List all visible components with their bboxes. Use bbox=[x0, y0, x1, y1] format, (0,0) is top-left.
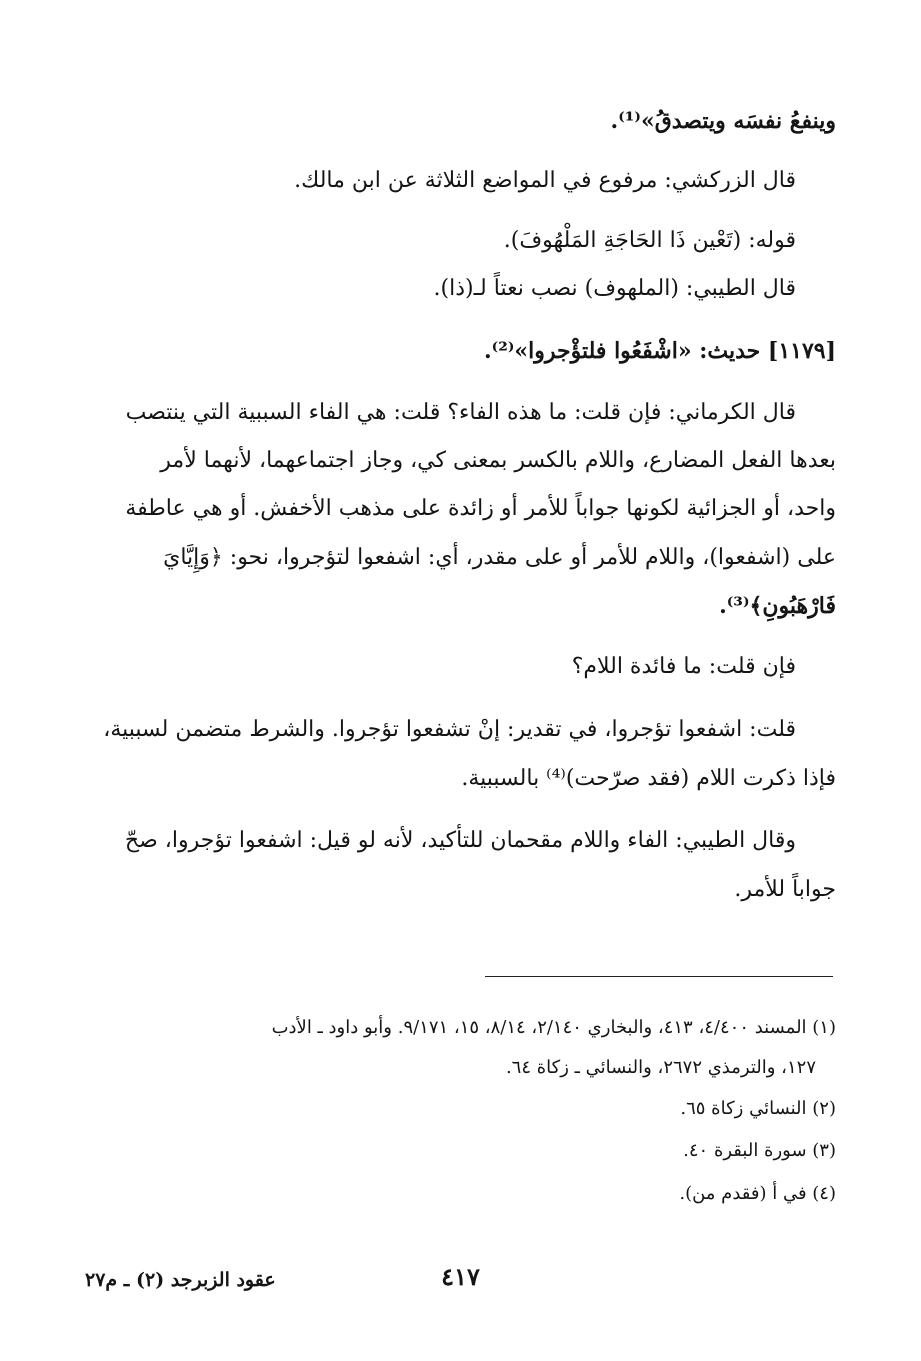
body-line-15: جواباً للأمر. bbox=[734, 877, 836, 902]
footnote-1: (١) المسند ٤/٤٠٠، ٤١٣، والبخاري ٢/١٤٠، ٨/١٤، ١٥، ٩/١٧١. وأبو داود ـ الأدب bbox=[271, 1017, 836, 1038]
hadith-heading-1179: [١١٧٩] حديث: «اشْفَعُوا فلتؤْجروا»⁽²⁾. bbox=[483, 338, 836, 364]
body-line-7: بعدها الفعل المضارع، واللام بالكسر بمعنى كي، وجاز اجتماعهما، لأنهما لأمر bbox=[160, 448, 836, 473]
footnote-3: (٣) سورة البقرة ٤٠. bbox=[683, 1140, 836, 1161]
body-line-11: فإن قلت: ما فائدة اللام؟ bbox=[571, 654, 796, 679]
body-line-12: قلت: اشفعوا تؤجروا، في تقدير: إنْ تشفعوا تؤجروا. والشرط متضمن لسببية، bbox=[103, 717, 796, 742]
body-line-13: فإذا ذكرت اللام (فقد صرّحت)⁽⁴⁾ بالسببية. bbox=[461, 766, 836, 791]
page-number: ٤١٧ bbox=[441, 1262, 480, 1291]
body-line-4: قال الطيبي: (الملهوف) نصب نعتاً لـ(ذا). bbox=[433, 276, 796, 301]
body-line-6: قال الكرماني: فإن قلت: ما هذه الفاء؟ قلت: هي الفاء السببية التي ينتصب bbox=[125, 400, 796, 425]
body-line-1: وينفعُ نفسَه ويتصدقُ»⁽¹⁾. bbox=[610, 108, 836, 134]
body-line-3: قوله: (تَعْين ذَا الحَاجَةِ المَلْهُوفَ). bbox=[503, 228, 796, 253]
footnote-4: (٤) في أ (فقدم من). bbox=[679, 1183, 836, 1204]
body-line-2: قال الزركشي: مرفوع في المواضع الثلاثة عن ابن مالك. bbox=[294, 168, 796, 193]
footnote-separator bbox=[485, 976, 833, 977]
body-line-10: فَارْهَبُونِ﴾⁽³⁾. bbox=[719, 593, 836, 619]
footnote-1-continued: ١٢٧، والترمذي ٢٦٧٢، والنسائي ـ زكاة ٦٤. bbox=[505, 1057, 816, 1078]
footnote-2: (٢) النسائي زكاة ٦٥. bbox=[680, 1098, 836, 1119]
body-line-14: وقال الطيبي: الفاء واللام مقحمان للتأكيد، لأنه لو قيل: اشفعوا تؤجروا، صحّ bbox=[124, 828, 796, 853]
running-title: عقود الزبرجد (٢) ـ م٢٧ bbox=[85, 1269, 276, 1291]
body-line-9: على (اشفعوا)، واللام للأمر أو على مقدر، أي: اشفعوا لتؤجروا، نحو: ﴿وَإِيَّايَ bbox=[163, 545, 836, 570]
body-line-8: واحد، أو الجزائية لكونها جواباً للأمر أو زائدة على مذهب الأخفش. أو هي عاطفة bbox=[125, 496, 836, 521]
